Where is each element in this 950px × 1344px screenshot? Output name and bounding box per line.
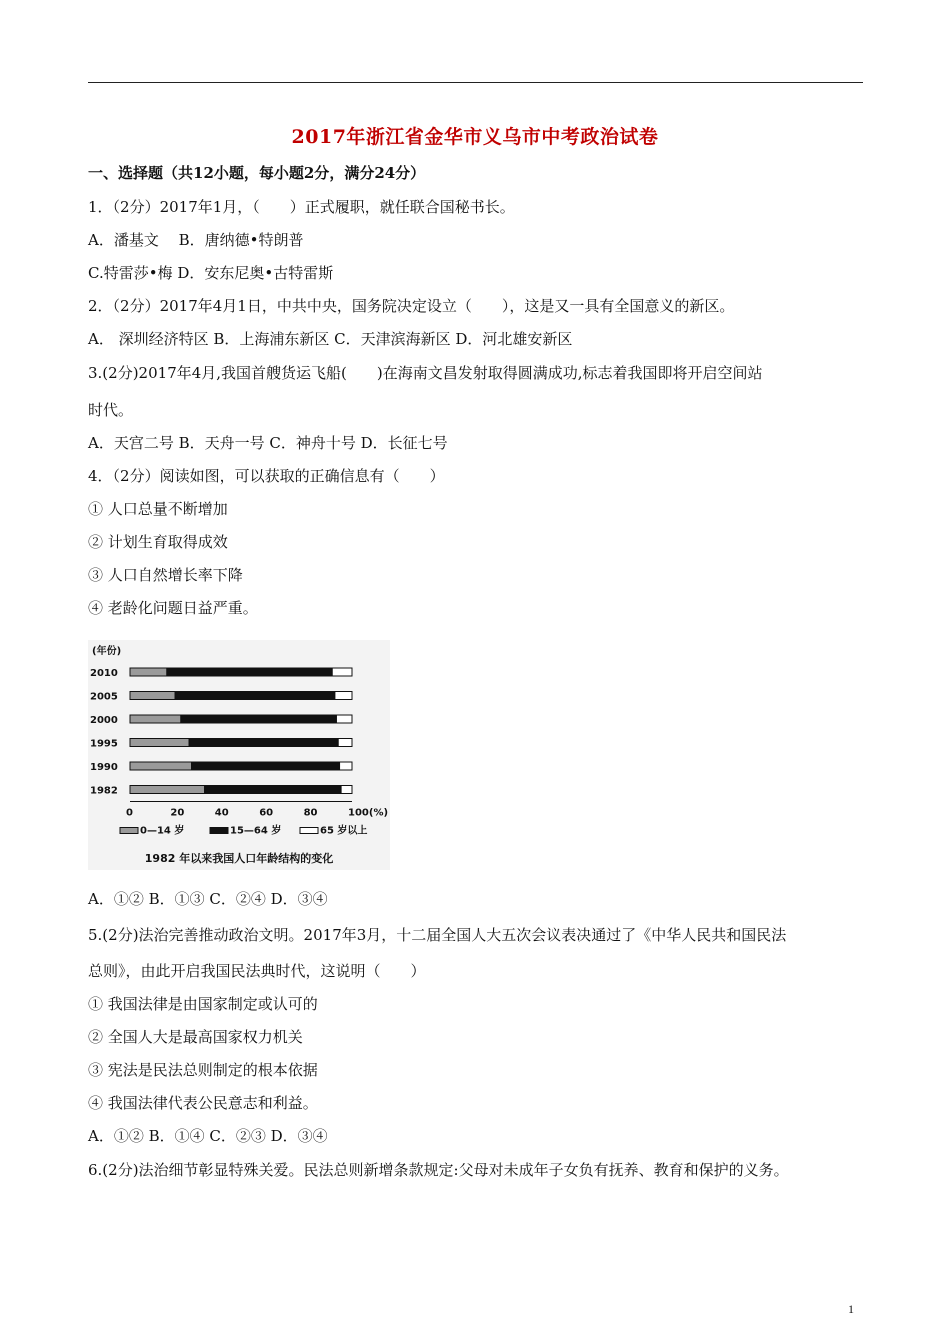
chart-category-label: 1995 bbox=[90, 738, 118, 750]
chart-legend-swatch bbox=[300, 828, 318, 834]
chart-bar-segment bbox=[175, 692, 335, 700]
chart-bar-segment bbox=[130, 786, 205, 794]
chart-x-tick-label: 0 bbox=[126, 807, 133, 819]
chart-category-label: 2010 bbox=[90, 668, 118, 679]
q6-stem: 6.(2分)法治细节彰显特殊关爱。民法总则新增条款规定:父母对未成年子女负有抚养、教育和保护的义务。 bbox=[88, 1161, 789, 1179]
chart-y-axis-title: (年份) bbox=[92, 646, 122, 657]
page-title: 2017年浙江省金华市义乌市中考政治试卷 bbox=[291, 126, 659, 148]
chart-x-tick-label: 20 bbox=[170, 807, 185, 819]
q5-item-1: ① 我国法律是由国家制定或认可的 bbox=[88, 995, 318, 1013]
q3-stem-1: 3.(2分)2017年4月,我国首艘货运飞船( )在海南文昌发射取得圆满成功,标志着我国即将开启空间站 bbox=[88, 364, 763, 382]
q5-stem-1: 5.(2分)法治完善推动政治文明。2017年3月，十二届全国人大五次会议表决通过了《中华人民共和国民法 bbox=[88, 926, 787, 944]
header-rule bbox=[88, 82, 863, 83]
q3-options: A．天宫二号 B．天舟一号 C．神舟十号 D．长征七号 bbox=[88, 434, 448, 452]
chart-bar-segment bbox=[191, 762, 339, 770]
chart-bar-segment bbox=[340, 762, 352, 770]
chart-x-tick-label: 40 bbox=[214, 807, 229, 819]
q5-item-2: ② 全国人大是最高国家权力机关 bbox=[88, 1028, 303, 1046]
chart-caption: 1982 年以来我国人口年龄结构的变化 bbox=[144, 852, 334, 865]
chart-bar-segment bbox=[335, 692, 352, 700]
page-number: 1 bbox=[848, 1302, 854, 1316]
q1-stem: 1．（2分）2017年1月，（ ）正式履职，就任联合国秘书长。 bbox=[88, 198, 515, 216]
q5-options: A．①② B．①④ C．②③ D．③④ bbox=[88, 1127, 328, 1145]
q5-item-3: ③ 宪法是民法总则制定的根本依据 bbox=[88, 1061, 318, 1079]
chart-category-label: 2000 bbox=[90, 715, 118, 726]
q4-options: A．①② B．①③ C．②④ D．③④ bbox=[88, 890, 328, 908]
chart-bar-segment bbox=[130, 715, 181, 723]
chart-bar-segment bbox=[130, 668, 167, 676]
q3-stem-2: 时代。 bbox=[88, 401, 134, 419]
q2-stem: 2．（2分）2017年4月1日，中共中央，国务院决定设立（ ），这是又一具有全国意义的新区。 bbox=[88, 297, 735, 315]
chart-bar-segment bbox=[336, 715, 352, 723]
q1-options-1: A．潘基文 B．唐纳德•特朗普 bbox=[88, 231, 304, 249]
chart-category-label: 2005 bbox=[90, 691, 118, 703]
chart-bar-segment bbox=[167, 668, 332, 676]
chart-bar-segment bbox=[130, 739, 189, 747]
q5-stem-2: 总则》，由此开启我国民法典时代，这说明（ ） bbox=[88, 962, 426, 980]
chart-category-label: 1982 bbox=[90, 785, 118, 797]
chart-x-tick-label: 60 bbox=[259, 807, 274, 819]
chart-category-label: 1990 bbox=[90, 762, 118, 773]
chart-legend-swatch bbox=[120, 828, 138, 834]
section-heading: 一、选择题（共12小题，每小题2分，满分24分） bbox=[88, 164, 426, 182]
chart-bar-segment bbox=[338, 739, 352, 747]
chart-legend-label: 65 岁以上 bbox=[320, 825, 368, 837]
chart-legend-label: 0—14 岁 bbox=[140, 825, 185, 837]
q5-item-4: ④ 我国法律代表公民意志和利益。 bbox=[88, 1094, 318, 1112]
q4-item-1: ① 人口总量不断增加 bbox=[88, 500, 228, 518]
q4-item-3: ③ 人口自然增长率下降 bbox=[88, 566, 243, 584]
q4-item-2: ② 计划生育取得成效 bbox=[88, 533, 228, 551]
chart-x-tick-label: 80 bbox=[303, 807, 318, 819]
chart-bar-segment bbox=[181, 715, 337, 723]
chart-x-tick-label: 100(%) bbox=[348, 807, 389, 819]
q4-item-4: ④ 老龄化问题日益严重。 bbox=[88, 599, 258, 617]
chart-bar-segment bbox=[205, 786, 342, 794]
q4-stem: 4．（2分）阅读如图，可以获取的正确信息有（ ） bbox=[88, 467, 445, 485]
chart-bar-segment bbox=[130, 692, 175, 700]
q2-options: A． 深圳经济特区 B．上海浦东新区 C．天津滨海新区 D．河北雄安新区 bbox=[88, 330, 573, 348]
q1-options-2: C.特雷莎•梅 D．安东尼奥•古特雷斯 bbox=[88, 264, 334, 282]
chart-bar-segment bbox=[341, 786, 352, 794]
chart-legend-swatch bbox=[210, 828, 228, 834]
chart-bar-segment bbox=[189, 739, 338, 747]
population-chart-svg bbox=[88, 640, 390, 870]
chart-bar-segment bbox=[332, 668, 352, 676]
population-chart bbox=[88, 640, 390, 870]
chart-legend-label: 15—64 岁 bbox=[230, 825, 282, 837]
chart-bar-segment bbox=[130, 762, 191, 770]
